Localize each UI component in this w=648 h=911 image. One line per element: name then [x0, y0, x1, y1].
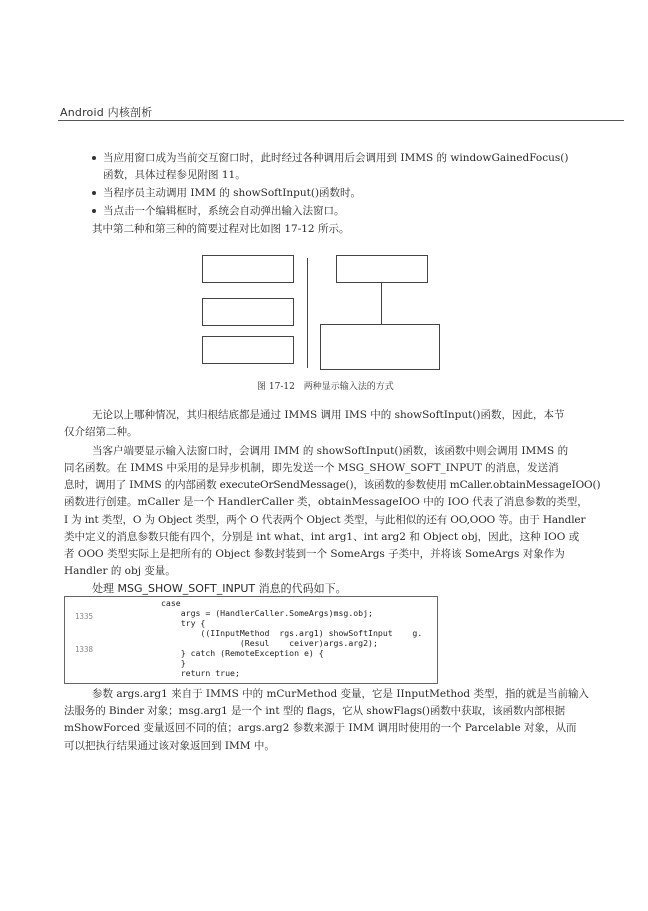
para2-line3: 息时，调用了 IMMS 的内部函数 executeOrSendMessage()，该函数的参数使用 mCaller.obtainMessageIOO()	[64, 479, 601, 491]
para2-line8: Handler 的 obj 变量。	[64, 565, 176, 577]
line-number: 1338	[75, 645, 94, 654]
diagram-connector-vertical	[381, 282, 382, 324]
bullet-dot	[92, 191, 96, 195]
para3-line2: 法服务的 Binder 对象；msg.arg1 是一个 int 型的 flags，它从 showFlags()函数中获取，该函数内部根据	[64, 705, 566, 717]
code-line: ((IInputMethod rgs.arg1) showSoftInput g.	[161, 628, 423, 638]
bullet-2	[92, 185, 361, 202]
para3-line4: 可以把执行结果通过该对象返回到 IMM 中。	[64, 740, 275, 752]
bullet-3-text: 当点击一个编辑框时，系统会自动弹出输入法窗口。	[103, 205, 345, 217]
bullet-1-line1: 当应用窗口成为当前交互窗口时，此时经过各种调用后会调用到 IMMS 的 windowGainedFocus()	[103, 152, 569, 164]
para2-line7: 者 OOO 类型实际上是把所有的 Object 参数封装到一个 SomeArgs 子类中，并将该 SomeArgs 对象作为	[64, 548, 565, 560]
bullet-3	[92, 203, 345, 220]
code-block	[64, 596, 438, 684]
header-rule	[58, 120, 624, 121]
para2-line1: 当客户端要显示输入法窗口时，会调用 IMM 的 showSoftInput()函数，该函数中则会调用 IMMS 的	[92, 445, 569, 457]
code-line: }	[161, 658, 186, 668]
code-line: } catch (RemoteException e) {	[161, 648, 324, 658]
diagram-box-right-bottom	[320, 324, 440, 370]
para2-line5: I 为 int 类型，O 为 Object 类型，两个 O 代表两个 Object 类型，与此相似的还有 OO,OOO 等。由于 Handler	[64, 514, 586, 526]
line-number: 1335	[75, 612, 94, 621]
diagram-box-right-top	[336, 255, 428, 283]
code-line: case	[161, 598, 181, 608]
diagram-divider-line	[307, 258, 308, 368]
code-line: (Resul ceiver)args.arg2);	[161, 638, 378, 648]
intro-line: 其中第二种和第三种的简要过程对比如图 17-12 所示。	[92, 223, 350, 235]
bullet-dot	[92, 156, 96, 160]
bullet-2-text: 当程序员主动调用 IMM 的 showSoftInput()函数时。	[103, 187, 362, 199]
para2-line4: 函数进行创建。mCaller 是一个 HandlerCaller 类，obtainMessageIOO 中的 IOO 代表了消息参数的类型，	[64, 496, 588, 508]
para2-line6: 类中定义的消息参数只能有四个，分别是 int what、int arg1、int arg2 和 Object obj，因此，这种 IOO 或	[64, 531, 580, 543]
para2-line2: 同名函数。在 IMMS 中采用的是异步机制，即先发送一个 MSG_SHOW_SOFT_INPUT 的消息，发送消	[64, 462, 559, 474]
code-line: try {	[161, 618, 206, 628]
bullet-1	[92, 150, 568, 167]
running-header: Android 内核剖析	[60, 106, 153, 119]
diagram-box-left-2	[202, 298, 294, 326]
bullet-dot	[92, 209, 96, 213]
diagram-box-left-1	[202, 255, 294, 283]
para3-line3: mShowForced 变量返回不同的值；args.arg2 参数来源于 IMM 调用时使用的一个 Parcelable 对象，从而	[64, 722, 577, 734]
diagram-box-left-3	[202, 336, 294, 364]
figure-caption: 图 17-12 两种显示输入法的方式	[257, 382, 394, 392]
code-line: return true;	[161, 668, 240, 678]
para1-line1: 无论以上哪种情况，其归根结底都是通过 IMMS 调用 IMS 中的 showSoftInput()函数，因此，本节	[92, 409, 565, 421]
para1-line2: 仅介绍第二种。	[64, 426, 138, 438]
code-line: args = (HandlerCaller.SomeArgs)msg.obj;	[161, 608, 373, 618]
code-title: 处理 MSG_SHOW_SOFT_INPUT 消息的代码如下。	[92, 582, 347, 595]
para3-line1: 参数 args.arg1 来自于 IMMS 中的 mCurMethod 变量，它是 IInputMethod 类型，指的就是当前输入	[92, 688, 589, 700]
bullet-1-line2: 函数，具体过程参见附图 11。	[103, 169, 246, 181]
